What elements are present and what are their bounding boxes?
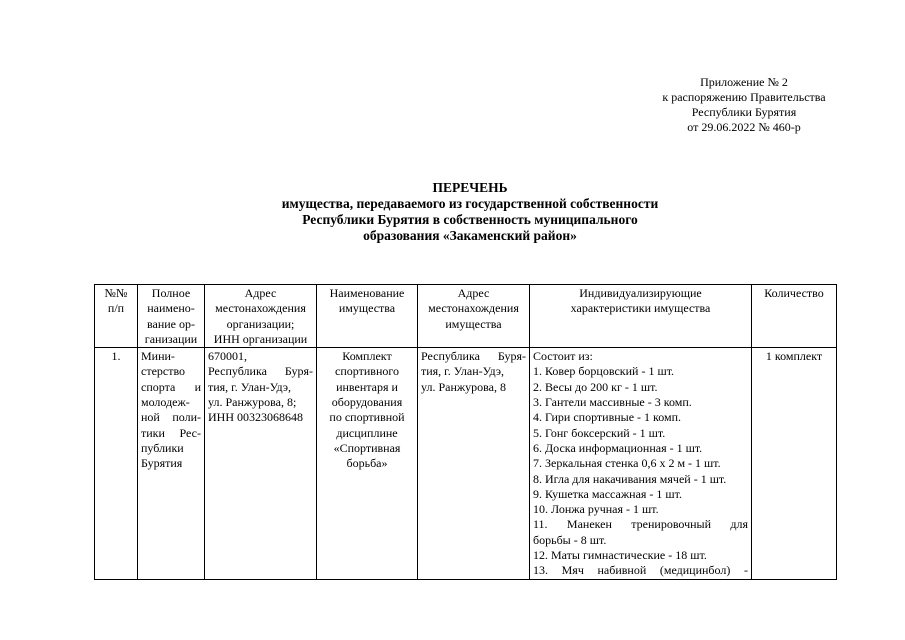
cell-line: Наименование	[329, 286, 405, 300]
cell-line: ной поли-	[141, 410, 201, 425]
header-property-address	[418, 285, 530, 348]
title-line: ПЕРЕЧЕНЬ	[432, 180, 508, 195]
cell-line: Состоит из:	[533, 349, 593, 364]
cell-line: 1. Ковер борцовский - 1 шт.	[533, 364, 675, 379]
cell-line: тики Рес-	[141, 425, 201, 440]
cell-organization-address	[205, 348, 317, 579]
cell-line: местонахождения	[428, 301, 519, 316]
cell-line: вание ор-	[147, 316, 195, 331]
cell-line: 5. Гонг боксерский - 1 шт.	[533, 425, 666, 440]
cell-line: 7. Зеркальная стенка 0,6 х 2 м - 1 шт.	[533, 456, 721, 471]
cell-line: Адрес	[244, 286, 277, 300]
appendix-line: от 29.06.2022 № 460-р	[687, 120, 801, 134]
cell-line: борьба»	[346, 456, 388, 471]
cell-line: ИНН 00323068648	[208, 410, 303, 425]
cell-line: Комплект	[342, 349, 392, 364]
cell-line: организации;	[226, 316, 295, 331]
cell-quantity-text: 1 комплект	[765, 349, 823, 364]
header-property-name	[317, 285, 418, 348]
cell-quantity	[752, 348, 837, 579]
cell-line: 12. Маты гимнастические - 18 шт.	[533, 548, 707, 563]
cell-num	[95, 348, 138, 579]
cell-line: п/п	[107, 301, 125, 316]
cell-line: «Спортивная	[333, 440, 401, 455]
cell-characteristics	[530, 348, 752, 579]
header-num	[95, 285, 138, 348]
cell-line: 8. Игла для накачивания мячей - 1 шт.	[533, 471, 727, 486]
cell-line: ИНН организации	[213, 331, 308, 346]
cell-line: Полное	[151, 286, 191, 300]
header-characteristics	[530, 285, 752, 348]
cell-line: молодеж-	[141, 395, 190, 410]
cell-line: тия, г. Улан-Удэ,	[421, 364, 504, 379]
cell-line: 4. Гири спортивные - 1 комп.	[533, 410, 682, 425]
header-organization	[138, 285, 205, 348]
cell-line: публики	[141, 440, 184, 455]
header-organization-address	[205, 285, 317, 348]
appendix-line: Республики Бурятия	[691, 105, 797, 119]
table-header-row	[95, 285, 837, 348]
cell-line: 11. Манекен тренировочный для	[533, 517, 748, 532]
cell-line: тия, г. Улан-Удэ,	[208, 379, 291, 394]
cell-line: 2. Весы до 200 кг - 1 шт.	[533, 379, 658, 394]
cell-line: ул. Ранжурова, 8;	[208, 395, 297, 410]
appendix-line: Приложение № 2	[700, 75, 788, 89]
cell-line: Республика Буря-	[208, 364, 313, 379]
cell-line: 6. Доска информационная - 1 шт.	[533, 440, 703, 455]
cell-line: стерство	[141, 364, 186, 379]
cell-line: наимено-	[147, 301, 195, 316]
cell-line: 10. Лонжа ручная - 1 шт.	[533, 502, 659, 517]
cell-line: Адрес	[457, 286, 490, 300]
table-row	[95, 348, 837, 579]
cell-line: Республика Буря-	[421, 349, 526, 364]
appendix-block	[624, 75, 864, 135]
cell-line: характеристики имущества	[570, 301, 711, 316]
cell-line: имущества	[338, 301, 396, 316]
cell-line: дисциплине	[336, 425, 398, 440]
cell-organization	[138, 348, 205, 579]
cell-line: 3. Гантели массивные - 3 комп.	[533, 395, 692, 410]
cell-line: ул. Ранжурова, 8	[421, 379, 507, 394]
cell-property-address	[418, 348, 530, 579]
cell-line: №№	[104, 286, 128, 300]
cell-line: 9. Кушетка массажная - 1 шт.	[533, 486, 682, 501]
cell-line: спортивного	[335, 364, 399, 379]
cell-line: борьбы - 8 шт.	[533, 532, 607, 547]
cell-line: Мини-	[141, 349, 175, 364]
cell-line: Индивидуализирующие	[579, 286, 702, 300]
cell-line: 13. Мяч набивной (медицинбол) -	[533, 563, 748, 578]
cell-line: местонахождения	[215, 301, 306, 316]
property-table	[94, 284, 837, 580]
cell-line: оборудования	[331, 395, 403, 410]
cell-line: инвентаря и	[336, 379, 398, 394]
title-line: имущества, передаваемого из государственной собственности	[281, 196, 659, 211]
cell-property-name	[317, 348, 418, 579]
cell-line: Бурятия	[141, 456, 183, 471]
cell-line: ганизации	[144, 331, 198, 346]
cell-line: 670001,	[208, 349, 247, 364]
title-line: Республики Бурятия в собственность муниципального	[302, 212, 638, 227]
cell-line: имущества	[445, 316, 502, 331]
header-quantity	[752, 285, 837, 348]
cell-num-text: 1.	[111, 349, 121, 364]
cell-line: Количество	[764, 286, 824, 300]
appendix-line: к распоряжению Правительства	[662, 90, 826, 104]
cell-line: по спортивной	[329, 410, 405, 425]
title-line: образования «Закаменский район»	[363, 228, 577, 243]
document-title	[220, 180, 720, 244]
cell-line: спорта и	[141, 379, 201, 394]
